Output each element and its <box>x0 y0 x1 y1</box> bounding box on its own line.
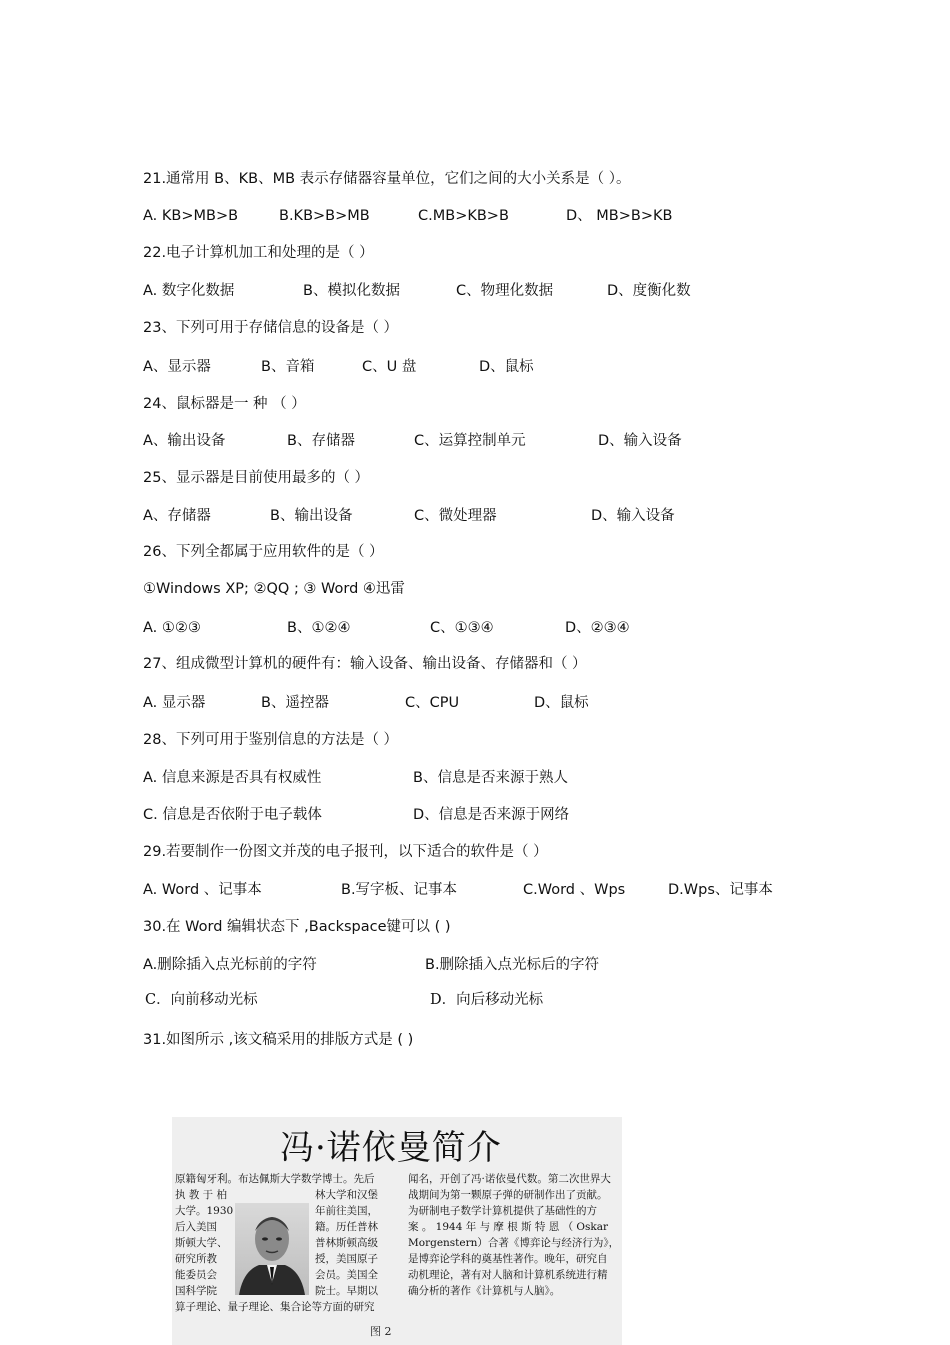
figure-mid-line: 院士。早期以 <box>315 1285 378 1297</box>
question-23-stem: 23、下列可用于存储信息的设备是（ ） <box>143 320 399 336</box>
question-28-stem: 28、下列可用于鉴别信息的方法是（ ） <box>143 732 399 748</box>
option-d: D、输入设备 <box>591 508 675 524</box>
option-b: B、音箱 <box>261 359 315 375</box>
figure-right-line: 动机理论，著有对人脑和计算机系统进行精 <box>408 1269 608 1281</box>
option-d: D、鼠标 <box>534 695 589 711</box>
figure-caption: 图 2 <box>370 1325 392 1338</box>
option-a: A. 显示器 <box>143 695 206 711</box>
question-26-items: ①Windows XP; ②QQ ; ③ Word ④迅雷 <box>143 581 405 597</box>
figure-left-line: 能委员会 <box>175 1269 217 1281</box>
option-a: A. 信息来源是否具有权威性 <box>143 770 322 786</box>
figure-left-line: 国科学院 <box>175 1285 217 1297</box>
option-b: B、存储器 <box>287 433 355 449</box>
question-30-stem: 30.在 Word 编辑状态下 ,Backspace键可以 ( ) <box>143 919 451 935</box>
figure-right-line: Morgenstern）合著《博弈论与经济行为》， <box>408 1237 620 1249</box>
figure-mid-line: 会员。美国全 <box>315 1269 378 1281</box>
option-c: C．向前移动光标 <box>145 992 258 1008</box>
figure-right-line: 案 。 1944 年 与 摩 根 斯 特 恩 （ Oskar <box>408 1221 609 1233</box>
option-a: A. ①②③ <box>143 620 201 636</box>
figure-left-line: 斯顿大学、 <box>175 1237 228 1249</box>
option-a: A、存储器 <box>143 508 211 524</box>
option-d: D、②③④ <box>565 620 630 636</box>
portrait-photo <box>235 1203 309 1295</box>
option-b: B、输出设备 <box>270 508 353 524</box>
option-b: B、遥控器 <box>261 695 329 711</box>
option-c: C.MB>KB>B <box>418 208 509 224</box>
figure-von-neumann-article <box>172 1117 622 1345</box>
option-d: D、度衡化数 <box>607 283 691 299</box>
option-d: D、信息是否来源于网络 <box>413 807 570 823</box>
option-c: C、微处理器 <box>414 508 497 524</box>
option-a: A. 数字化数据 <box>143 283 235 299</box>
question-21-stem: 21.通常用 B、KB、MB 表示存储器容量单位，它们之间的大小关系是（ ）。 <box>143 171 631 187</box>
option-b: B、信息是否来源于熟人 <box>413 770 568 786</box>
figure-left-line: 大学。1930 <box>175 1205 234 1217</box>
option-d: D．向后移动光标 <box>430 992 544 1008</box>
question-29-stem: 29.若要制作一份图文并茂的电子报刊，以下适合的软件是（ ） <box>143 844 548 860</box>
figure-right-line: 为研制电子数学计算机提供了基础性的方 <box>408 1205 597 1217</box>
option-c: C. 信息是否依附于电子载体 <box>143 807 322 823</box>
figure-title: 冯·诺依曼简介 <box>280 1128 502 1168</box>
figure-mid-line: 授，美国原子 <box>315 1253 378 1265</box>
figure-left-line: 原籍匈牙利。布达佩斯大学数学博士。先后 <box>175 1173 375 1185</box>
option-c: C、①③④ <box>430 620 494 636</box>
option-d: D.Wps、记事本 <box>668 882 773 898</box>
figure-left-line: 研究所教 <box>175 1253 217 1265</box>
figure-right-line: 确分析的著作《计算机与人脑》。 <box>408 1285 561 1297</box>
question-26-stem: 26、下列全都属于应用软件的是（ ） <box>143 544 384 560</box>
option-c: C、U 盘 <box>362 359 417 375</box>
option-b: B、①②④ <box>287 620 351 636</box>
option-a: A、输出设备 <box>143 433 226 449</box>
figure-left-line: 算子理论、量子理论、集合论等方面的研究 <box>175 1301 375 1313</box>
figure-mid-line: 普林斯顿高级 <box>315 1237 378 1249</box>
figure-mid-line: 籍。历任普林 <box>315 1221 378 1233</box>
option-a: A、显示器 <box>143 359 211 375</box>
question-24-stem: 24、鼠标器是一 种 （ ） <box>143 396 306 412</box>
question-25-stem: 25、显示器是目前使用最多的（ ） <box>143 470 370 486</box>
option-c: C、物理化数据 <box>456 283 554 299</box>
option-a: A. KB>MB>B <box>143 208 239 224</box>
figure-right-line: 是博弈论学科的奠基性著作。晚年，研究自 <box>408 1253 608 1265</box>
figure-left-line: 后入美国 <box>175 1221 217 1233</box>
option-a: A.删除插入点光标前的字符 <box>143 957 317 973</box>
question-22-stem: 22.电子计算机加工和处理的是（ ） <box>143 245 374 261</box>
question-31-stem: 31.如图所示 ,该文稿采用的排版方式是 ( ) <box>143 1032 414 1048</box>
figure-right-line: 闻名，开创了冯·诺依曼代数。第二次世界大 <box>408 1173 611 1185</box>
option-c: C.Word 、Wps <box>523 882 626 898</box>
option-b: B.KB>B>MB <box>279 208 370 224</box>
option-d: D、输入设备 <box>598 433 682 449</box>
option-b: B、模拟化数据 <box>303 283 400 299</box>
option-b: B.删除插入点光标后的字符 <box>425 957 600 973</box>
option-d: D、鼠标 <box>479 359 534 375</box>
figure-mid-line: 年前往美国， <box>315 1205 378 1217</box>
option-b: B.写字板、记事本 <box>341 882 458 898</box>
figure-mid-line: 林大学和汉堡 <box>315 1189 378 1201</box>
option-d: D、 MB>B>KB <box>566 208 673 224</box>
option-a: A. Word 、记事本 <box>143 882 262 898</box>
option-c: C、CPU <box>405 695 460 711</box>
question-27-stem: 27、组成微型计算机的硬件有：输入设备、输出设备、存储器和（ ） <box>143 656 587 672</box>
figure-right-line: 战期间为第一颗原子弹的研制作出了贡献。 <box>408 1189 608 1201</box>
figure-left-line: 执 教 于 柏 <box>175 1189 228 1201</box>
option-c: C、运算控制单元 <box>414 433 526 449</box>
